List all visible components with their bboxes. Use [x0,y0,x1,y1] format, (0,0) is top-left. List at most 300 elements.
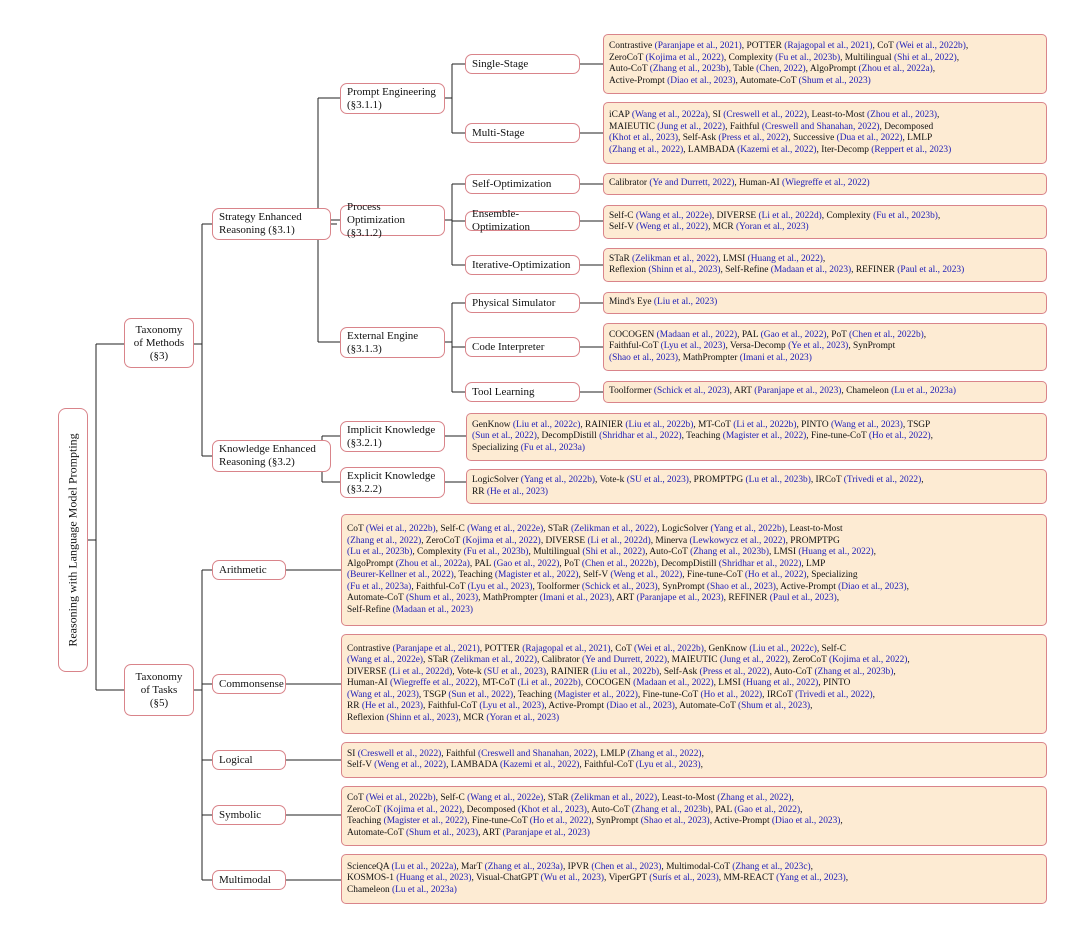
method-name: Chameleon [347,884,393,895]
method-name: , STaR [423,655,451,666]
citation: (Shum et al., 2023) [738,701,811,712]
method-name: , MT-CoT [693,419,734,430]
leaf-physical-simulator [603,292,1047,314]
method-name: , Visual-ChatGPT [471,873,541,884]
citation: (Khot et al., 2023) [517,804,587,815]
node-label: Tool Learning [472,385,535,398]
method-name: , Fine-tune-CoT [637,689,701,700]
node-single-stage [465,54,580,74]
method-name: , LMSI [718,253,748,264]
citation: (Diao et al., 2023) [606,701,675,712]
citation: (Liu et al., 2022b) [625,419,694,430]
method-name: GenKnow [472,419,513,430]
method-name: DIVERSE [347,666,389,677]
method-name: iCAP [609,110,632,120]
method-name: Auto-CoT [609,64,650,74]
citation: (Madaan et al., 2023) [770,265,852,275]
method-name: , [921,475,924,485]
citation: (Imani et al., 2023) [739,352,812,363]
node-label: Single-Stage [472,57,529,70]
citation: (Paranjape et al., 2023) [636,593,724,603]
citation: (Sun et al., 2022) [448,689,514,700]
method-name: , REFINER [723,593,770,603]
citation: (He et al., 2023) [486,486,549,497]
citation: (Fu et al., 2023b) [775,52,841,63]
citation: (Dua et al., 2022) [836,133,903,143]
citation: (Madaan et al., 2023) [392,604,474,615]
method-name: , MathPrompter [478,593,540,603]
method-name: Contrastive [347,643,393,654]
method-name: , LMP [801,558,826,569]
node-symbolic [212,805,286,825]
citation: (Paranjape et al., 2021) [654,41,742,51]
citation: (Lewkowycz et al., 2022) [689,535,786,546]
method-name: COCOGEN [609,329,657,340]
method-name: , DecompDistill [656,558,719,569]
method-name: , IPVR [562,861,592,872]
method-name: , Active-Prompt [544,701,607,712]
citation: (Paul et al., 2023) [897,265,965,275]
node-arithmetic [212,560,286,580]
method-name: KOSMOS-1 [347,873,397,884]
citation: (Zhang et al., 2022) [347,535,422,546]
method-name: CoT [347,793,366,803]
citation: (Gao et al., 2022) [760,329,827,340]
citation: (Kazemi et al., 2022) [499,760,580,770]
node-label: Multi-Stage [472,126,525,139]
method-name: Specializing [472,442,521,453]
leaf-text [472,475,924,498]
citation: (Wang et al., 2022e) [467,793,544,803]
citation: (Chen, 2022) [756,64,806,74]
citation: (Ho et al., 2022) [529,816,592,826]
method-name: , [700,760,703,770]
method-name: , MCR [458,712,487,723]
leaf-implicit-knowledge [466,413,1047,461]
citation: (Fu et al., 2023b) [463,547,529,557]
node-multi-stage [465,123,580,143]
method-name: , PoT [559,558,582,569]
method-name: , Faithful-CoT [411,581,468,592]
node-commonsense [212,674,286,694]
method-name: , Faithful [725,121,762,132]
citation: (Kojima et al., 2022) [462,535,541,546]
citation: (Kojima et al., 2022) [645,52,724,63]
citation: (Wei et al., 2022b) [365,793,436,803]
citation: (Huang et al., 2023) [396,873,472,884]
citation: (Shridhar et al., 2022) [718,558,802,569]
method-name: , ZeroCoT [421,535,463,546]
method-name: , [930,431,933,442]
method-name: Self-V [347,760,375,770]
method-name: , TSGP [418,689,449,700]
citation: (Jung et al., 2022) [719,655,788,666]
citation: (Huang et al., 2022) [743,678,819,689]
citation: (Lu et al., 2023a) [891,386,956,397]
method-name: , PAL [469,558,494,569]
citation: (Wang et al., 2022e) [347,655,424,666]
node-physical-simulator [465,293,580,313]
citation: (Weng et al., 2022) [374,760,447,770]
citation: (Zelikman et al., 2022) [570,524,658,534]
method-name: Reflexion [347,712,387,723]
leaf-multi-stage [603,102,1047,164]
leaf-iterative-optimization [603,248,1047,282]
method-name: , Automate-CoT [735,75,799,86]
method-name: , Auto-CoT [645,547,691,557]
method-name: , Multilingual [528,547,583,557]
citation: (Zhou et al., 2022a) [395,558,470,569]
method-name: LogicSolver [472,475,521,485]
citation: (Lyu et al., 2023) [467,581,533,592]
citation: (Schick et al., 2023) [653,386,730,397]
method-name: , LAMBADA [446,760,500,770]
method-name: , [873,547,876,557]
root-label: Reasoning with Language Model Prompting [65,433,80,647]
leaf-arithmetic [341,514,1047,626]
citation: (Shinn et al., 2023) [648,265,721,275]
method-name: , Self-V [578,570,611,580]
method-name: , Versa-Decomp [725,341,789,352]
node-label: Prompt Engineering (§3.1.1) [347,85,436,111]
method-name: , Complexity [821,210,874,221]
citation: (Trivedi et al., 2022) [843,475,922,485]
citation: (Zhang et al., 2023a) [484,861,563,872]
citation: (Weng et al., 2022) [610,570,683,580]
citation: (Yang et al., 2023) [776,873,846,884]
leaf-text [472,420,933,455]
leaf-text [609,41,968,87]
method-name: , MarT [456,861,485,872]
method-name: , Complexity [723,52,776,63]
method-name: , Fine-tune-CoT [682,570,745,580]
citation: (Khot et al., 2023) [609,133,678,143]
citation: (Madaan et al., 2022) [633,678,714,689]
citation: (Zhou et al., 2022a) [858,64,933,74]
citation: (Lyu et al., 2023) [635,760,701,770]
method-name: , Faithful-CoT [579,760,636,770]
method-name: , Teaching [681,431,723,442]
method-name: , Self-C [435,524,468,534]
citation: (Chen et al., 2022b) [849,329,924,340]
method-name: , [872,689,875,700]
citation: (Shao et al., 2023) [640,816,710,826]
citation: (Li et al., 2022d) [587,535,651,546]
citation: (Wang et al., 2023) [830,419,903,430]
method-name: , MAIEUTIC [666,655,720,666]
citation: (SU et al., 2023) [483,666,547,677]
leaf-text [609,110,951,156]
method-name: , CoT [872,41,897,51]
method-name: , Table [728,64,757,74]
method-name: , Calibrator [536,655,582,666]
citation: (Zhang et al., 2023b) [814,666,894,677]
citation: (Zhang et al., 2023b) [690,547,769,557]
citation: (Li et al., 2022d) [758,210,822,221]
method-name: , Minerva [650,535,690,546]
citation: (Zhang et al., 2023b) [631,804,711,815]
citation: (Liu et al., 2022c) [512,419,581,430]
node-label: Code Interpreter [472,340,545,353]
method-name: , RAINIER [580,419,626,430]
node-label: Commonsense [219,677,284,690]
citation: (Surís et al., 2023) [649,873,719,884]
leaf-text [347,793,843,839]
method-name: , Least-to-Most [784,524,843,534]
citation: (Schick et al., 2023) [581,581,658,592]
method-name: , PAL [737,329,761,340]
leaf-text [347,862,848,897]
citation: (Chen et al., 2023) [591,861,662,872]
citation: (Wang et al., 2023) [347,689,419,700]
citation: (Diao et al., 2023) [667,75,736,86]
citation: (Zhang et al., 2022) [609,144,684,155]
leaf-text [609,297,717,309]
method-name: , Self-C [816,643,847,654]
node-label: Taxonomy of Tasks (§5) [135,670,183,709]
method-name: , Teaching [513,689,555,700]
method-name: CoT [347,524,366,534]
method-name: Human-AI [347,678,390,689]
leaf-single-stage [603,34,1047,94]
method-name: , IRCoT [810,475,844,485]
method-name: , [893,666,896,677]
method-name: , PoT [826,329,850,340]
citation: (Fu et al., 2023a) [347,581,412,592]
citation: (Creswell et al., 2022) [723,110,807,120]
method-name: , DecompDistill [536,431,600,442]
method-name: , Human-AI [734,178,782,189]
citation: (Ye and Durrett, 2022) [649,178,735,189]
citation: (Paranjape et al., 2021) [392,643,480,654]
citation: (Li et al., 2022b) [517,678,581,689]
method-name: , [906,581,909,592]
node-label: Implicit Knowledge (§3.2.1) [347,423,436,449]
citation: (Shum et al., 2023) [405,593,479,603]
citation: (Ho et al., 2022) [868,431,931,442]
node-logical [212,750,286,770]
node-label: Symbolic [219,808,262,821]
citation: (Rajagopal et al., 2021) [522,643,611,654]
node-code-interpreter [465,337,580,357]
citation: (Shridhar et al., 2022) [599,431,682,442]
method-name: , MM-REACT [718,873,777,884]
method-name: , ZeroCoT [787,655,830,666]
method-name: , IRCoT [762,689,796,700]
node-taxonomy-methods [124,318,194,368]
citation: (Paranjape et al., 2023) [754,386,842,397]
citation: (Lu et al., 2022a) [391,861,457,872]
citation: (Wang et al., 2022a) [631,110,708,120]
method-name: , PINTO [818,678,851,689]
method-name: Contrastive [609,41,655,51]
method-name: , Self-C [435,793,468,803]
method-name: Self-V [609,222,637,232]
method-name: , ViperGPT [604,873,650,884]
method-name: , MCR [708,222,736,232]
node-explicit-knowledge [340,467,445,498]
method-name: , [956,52,960,63]
method-name: , [845,873,849,884]
citation: (Ho et al., 2022) [700,689,763,700]
citation: (Paranjape et al., 2023) [502,827,590,838]
method-name: , LMLP [902,133,933,143]
method-name: , Faithful [441,748,478,759]
citation: (Gao et al., 2022) [493,558,560,569]
citation: (Zhou et al., 2023) [867,110,938,120]
node-tool-learning [465,382,580,402]
citation: (Ye and Durrett, 2022) [582,655,667,666]
citation: (Wiegreffe et al., 2022) [781,178,870,189]
method-name: , Active-Prompt [775,581,839,592]
method-name: , ART [729,386,755,397]
method-name: Toolformer [609,386,654,397]
method-name: , ART [611,593,637,603]
citation: (Liu et al., 2022c) [749,643,817,654]
method-name: , [800,804,803,815]
citation: (Ho et al., 2022) [744,570,807,580]
citation: (Lu et al., 2023a) [392,884,457,895]
method-name: , Chameleon [841,386,892,397]
method-name: , Decomposed [461,804,518,815]
method-name: , [836,593,840,603]
method-name: , SynPrompt [657,581,707,592]
method-name: MAIEUTIC [609,121,658,132]
citation: (Rajagopal et al., 2021) [784,41,873,51]
citation: (Liu et al., 2023) [653,297,718,308]
node-knowledge-enhanced [212,440,331,472]
method-name: , SynPrompt [591,816,641,826]
citation: (Magister et al., 2022) [494,570,579,580]
method-name: , PINTO [796,419,831,430]
node-label: External Engine (§3.1.3) [347,329,419,355]
method-name: , MT-CoT [477,678,518,689]
citation: (Kojima et al., 2022) [829,655,908,666]
node-label: Iterative-Optimization [472,258,571,271]
method-name: , Self-Ask [678,133,719,143]
leaf-text [347,644,910,725]
leaf-text [609,254,964,277]
method-name: , PROMPTPG [785,535,840,546]
method-name: , Auto-CoT [586,804,632,815]
method-name: , Faithful-CoT [423,701,480,712]
method-name: , LMSI [713,678,744,689]
method-name: , Fine-tune-CoT [467,816,530,826]
leaf-symbolic [341,786,1047,846]
method-name: , Decomposed [879,121,934,132]
citation: (Huang et al., 2022) [798,547,874,557]
method-name: , [965,41,969,51]
method-name: Self-C [609,210,636,221]
method-name: RR [472,486,487,497]
method-name: , Vote-k [452,666,484,677]
citation: (Liu et al., 2022b) [591,666,660,677]
method-name: STaR [609,253,633,264]
method-name: , REFINER [851,265,898,275]
leaf-text [609,211,940,234]
method-name: , [840,816,843,826]
citation: (Paul et al., 2023) [769,593,837,603]
citation: (Magister et al., 2022) [554,689,638,700]
leaf-code-interpreter [603,323,1047,371]
method-name: , PAL [710,804,735,815]
citation: (Creswell et al., 2022) [357,748,442,759]
node-label: Explicit Knowledge (§3.2.2) [347,469,436,495]
method-name: , SynPrompt [848,341,896,352]
method-name: , Self-Refine [720,265,771,275]
leaf-commonsense [341,634,1047,734]
citation: (Magister et al., 2022) [722,431,807,442]
node-label: Knowledge Enhanced Reasoning (§3.2) [219,443,316,468]
leaf-text [609,386,956,398]
citation: (Jung et al., 2022) [657,121,726,132]
method-name: , STaR [543,524,571,534]
node-label: Logical [219,753,253,766]
method-name: , STaR [543,793,571,803]
citation: (Imani et al., 2023) [539,593,612,603]
citation: (Yang et al., 2022b) [710,524,785,534]
method-name: , Vote-k [595,475,627,485]
method-name: , ART [478,827,503,838]
method-name: , [701,748,704,759]
citation: (Beurer-Kellner et al., 2022) [347,570,454,580]
node-label: Multimodal [219,873,271,886]
citation: (Kazemi et al., 2022) [737,144,817,155]
method-name: , [923,329,927,340]
leaf-tool-learning [603,381,1047,403]
citation: (Yang et al., 2022b) [520,475,596,485]
citation: (Li et al., 2022b) [733,419,797,430]
citation: (Fu et al., 2023b) [873,210,938,221]
citation: (Zelikman et al., 2022) [632,253,719,264]
method-name: , Active-Prompt [709,816,772,826]
method-name: , Least-to-Most [806,110,867,120]
citation: (Chen et al., 2022b) [581,558,657,569]
method-name: , Fine-tune-CoT [806,431,869,442]
leaf-text [347,749,704,772]
method-name: , [932,64,936,74]
citation: (Zhang et al., 2022) [627,748,702,759]
citation: (Madaan et al., 2022) [656,329,738,340]
node-process-optimization [340,201,445,239]
citation: (Lyu et al., 2023) [660,341,726,352]
citation: (Zelikman et al., 2022) [450,655,537,666]
node-strategy-enhanced [212,208,331,240]
citation: (Li et al., 2022d) [388,666,453,677]
method-name: Mind's Eye [609,297,654,308]
citation: (Lu et al., 2023b) [347,547,413,557]
citation: (Shum et al., 2023) [798,75,871,86]
method-name: AlgoPrompt [347,558,396,569]
method-name: , LogicSolver [657,524,711,534]
method-name: , PROMPTPG [688,475,746,485]
citation: (Shao et al., 2023) [609,352,678,363]
node-label: Self-Optimization [472,177,552,190]
citation: (Yoran et al., 2023) [735,222,809,232]
node-self-optimization [465,174,580,194]
method-name: , [907,655,910,666]
citation: (Ye et al., 2023) [788,341,849,352]
citation: (Zhang et al., 2023b) [649,64,729,74]
citation: (Press et al., 2022) [699,666,770,677]
method-name: , MathPrompter [678,352,740,363]
node-implicit-knowledge [340,421,445,452]
method-name: , Toolformer [532,581,582,592]
citation: (Yoran et al., 2023) [486,712,560,723]
citation: (Trivedi et al., 2022) [795,689,873,700]
citation: (Fu et al., 2023a) [520,442,585,453]
citation: (Wang et al., 2022e) [635,210,712,221]
